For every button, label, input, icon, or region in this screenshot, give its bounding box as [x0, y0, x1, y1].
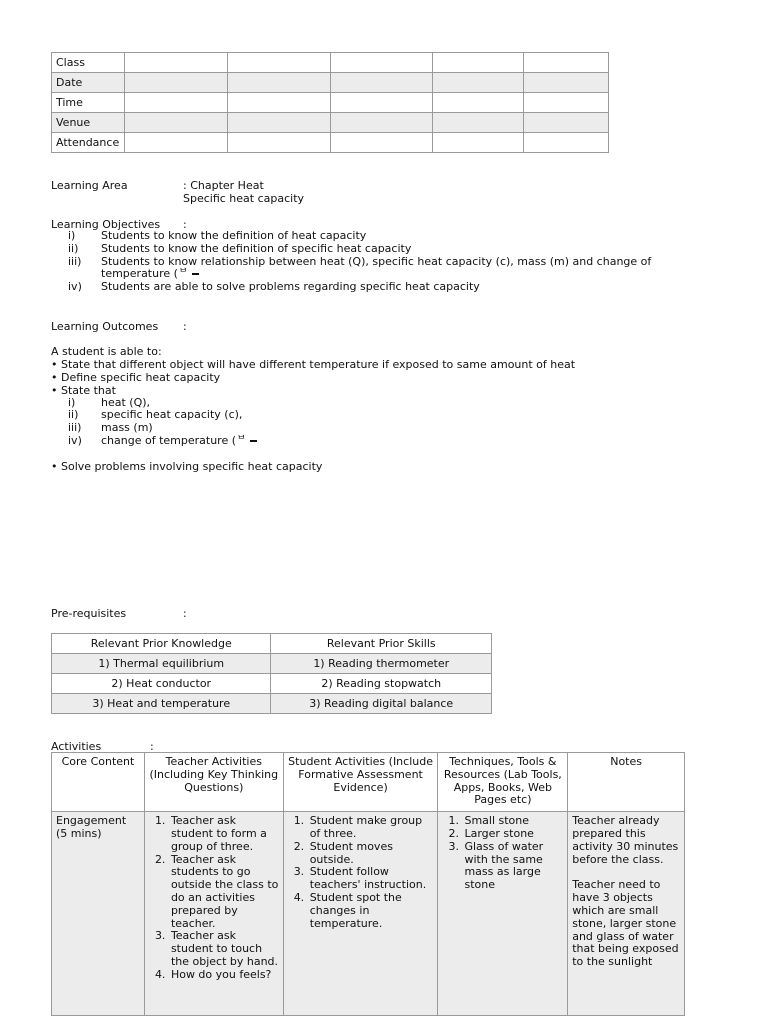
list-item: 3. Student follow teachers' instruction.: [308, 866, 434, 892]
objective-text: Students are able to solve problems regarding specific heat capacity: [101, 280, 480, 293]
list-item: 2. Student moves outside.: [308, 841, 434, 867]
table-cell: 3) Reading digital balance: [271, 694, 492, 714]
outcome-bullet: • State that different object will have different temperature if exposed to same amount of heat: [51, 358, 576, 371]
list-item: 1. Small stone: [462, 815, 563, 828]
column-header: Teacher Activities (Including Key Thinking Questions): [144, 753, 283, 812]
table-row: [52, 53, 609, 73]
outcome-sub-text: mass (m): [101, 421, 153, 434]
outcomes-intro: A student is able to:: [51, 345, 162, 358]
table-cell: 1) Thermal equilibrium: [52, 654, 271, 674]
learning-outcomes-label: Learning Outcomes: [51, 320, 159, 333]
table-cell: 2) Reading stopwatch: [271, 674, 492, 694]
table-row: [52, 694, 492, 714]
missing-glyph-icon: [250, 440, 257, 442]
column-header: Notes: [568, 753, 685, 812]
table-cell: 3) Heat and temperature: [52, 694, 271, 714]
table-row: [52, 133, 609, 153]
learning-objectives-label: Learning Objectives: [51, 218, 161, 231]
table-header-row: [52, 753, 685, 812]
learning-area-value: : Chapter Heat: [183, 179, 264, 192]
teacher-activities-cell: [144, 812, 283, 1016]
class-label: Class: [52, 53, 125, 73]
objective-number: iv): [68, 280, 82, 293]
column-header: Relevant Prior Knowledge: [52, 634, 271, 654]
list-item: 1. Teacher ask student to form a group of three.: [169, 815, 279, 853]
student-activities-cell: [283, 812, 438, 1016]
objective-number: ii): [68, 242, 79, 255]
table-row: [52, 113, 609, 133]
table-row: [52, 93, 609, 113]
outcome-sub-number: iv): [68, 434, 82, 447]
table-row: [52, 812, 685, 1016]
column-header: Student Activities (Include Formative Assessment Evidence): [283, 753, 438, 812]
table-cell: 1) Reading thermometer: [271, 654, 492, 674]
table-row: [52, 73, 609, 93]
objective-text-continued: temperature (ᄇ: [101, 268, 199, 280]
learning-area-subvalue: Specific heat capacity: [183, 192, 305, 205]
objective-number: iii): [68, 255, 82, 268]
outcome-sub-number: iii): [68, 421, 82, 434]
outcome-sub-text: change of temperature (ᄇ: [101, 435, 257, 447]
objective-text: Students to know the definition of heat capacity: [101, 229, 367, 242]
prerequisites-colon: :: [183, 607, 187, 620]
class-info-table: [51, 52, 609, 153]
outcome-sub-number: ii): [68, 408, 79, 421]
list-item: 4. Student spot the changes in temperature.: [308, 892, 434, 930]
attendance-label: Attendance: [52, 133, 125, 153]
table-cell: 2) Heat conductor: [52, 674, 271, 694]
venue-label: Venue: [52, 113, 125, 133]
list-item: 3. Glass of water with the same mass as large stone: [462, 841, 563, 892]
activities-label: Activities: [51, 740, 102, 753]
missing-glyph-icon: [192, 273, 199, 275]
list-item: 2. Larger stone: [462, 828, 563, 841]
list-item: 4. How do you feels?: [169, 969, 279, 982]
column-header: Techniques, Tools & Resources (Lab Tools, Apps, Books, Web Pages etc): [438, 753, 568, 812]
outcome-bullet: • Define specific heat capacity: [51, 371, 221, 384]
notes-cell: [568, 812, 685, 1016]
outcome-bullet: • State that: [51, 384, 116, 397]
table-row: [52, 674, 492, 694]
core-content-cell: Engagement (5 mins): [52, 812, 145, 1016]
time-label: Time: [52, 93, 125, 113]
tools-cell: [438, 812, 568, 1016]
learning-objectives-colon: :: [183, 218, 187, 231]
outcome-sub-text: specific heat capacity (c),: [101, 408, 243, 421]
objective-number: i): [68, 229, 76, 242]
objective-text: Students to know relationship between heat (Q), specific heat capacity (c), mass (m) and change of: [101, 255, 652, 268]
prerequisites-label: Pre-requisites: [51, 607, 127, 620]
table-header-row: [52, 634, 492, 654]
objective-text: Students to know the definition of specific heat capacity: [101, 242, 412, 255]
outcome-sub-text: heat (Q),: [101, 396, 151, 409]
prerequisites-table: [51, 633, 492, 714]
outcome-sub-number: i): [68, 396, 76, 409]
learning-area-label: Learning Area: [51, 179, 128, 192]
outcome-bullet: • Solve problems involving specific heat capacity: [51, 460, 323, 473]
list-item: 3. Teacher ask student to touch the object by hand.: [169, 930, 279, 968]
date-label: Date: [52, 73, 125, 93]
activities-table: [51, 752, 685, 1016]
list-item: 2. Teacher ask students to go outside the class to do an activities prepared by teacher.: [169, 854, 279, 931]
note-paragraph: Teacher already prepared this activity 30 minutes before the class.: [572, 814, 679, 866]
column-header: Core Content: [52, 753, 145, 812]
column-header: Relevant Prior Skills: [271, 634, 492, 654]
table-row: [52, 654, 492, 674]
activities-colon: :: [150, 740, 154, 753]
list-item: 1. Student make group of three.: [308, 815, 434, 841]
note-paragraph: Teacher need to have 3 objects which are small stone, larger stone and glass of water that being exposed to the sunlight: [572, 878, 679, 969]
learning-outcomes-colon: :: [183, 320, 187, 333]
